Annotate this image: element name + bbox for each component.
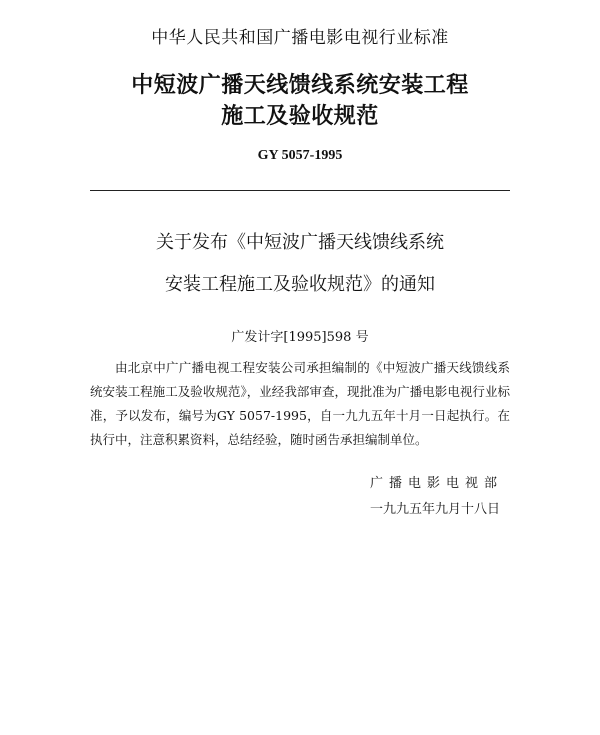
notice-heading-line1: 关于发布《中短波广播天线馈线系统 [156, 232, 444, 253]
document-title-line2: 施工及验收规范 [221, 104, 379, 129]
document-title-line1: 中短波广播天线馈线系统安装工程 [131, 73, 469, 98]
horizontal-divider [90, 190, 510, 191]
issuing-authority: 广播电影电视部 [370, 476, 504, 491]
issue-date: 一九九五年九月十八日 [370, 502, 501, 517]
standard-category-title: 中华人民共和国广播电影电视行业标准 [151, 28, 449, 48]
notice-body-paragraph: 由北京中广广播电视工程安装公司承担编制的《中短波广播天线馈线系统安装工程施工及验收规范》，业经我部审查，现批准为广播电影电视行业标准，予以发布，编号为GY 5057-1995，自一九九五年十月一日起执行。在执行中，注意积累资料，总结经验，随时函告承担编制单位。 [90, 360, 510, 447]
document-number: 广发计字[1995]598 号 [231, 330, 369, 345]
notice-heading-line2: 安装工程施工及验收规范》的通知 [165, 274, 435, 295]
standard-code: GY 5057-1995 [257, 148, 343, 163]
